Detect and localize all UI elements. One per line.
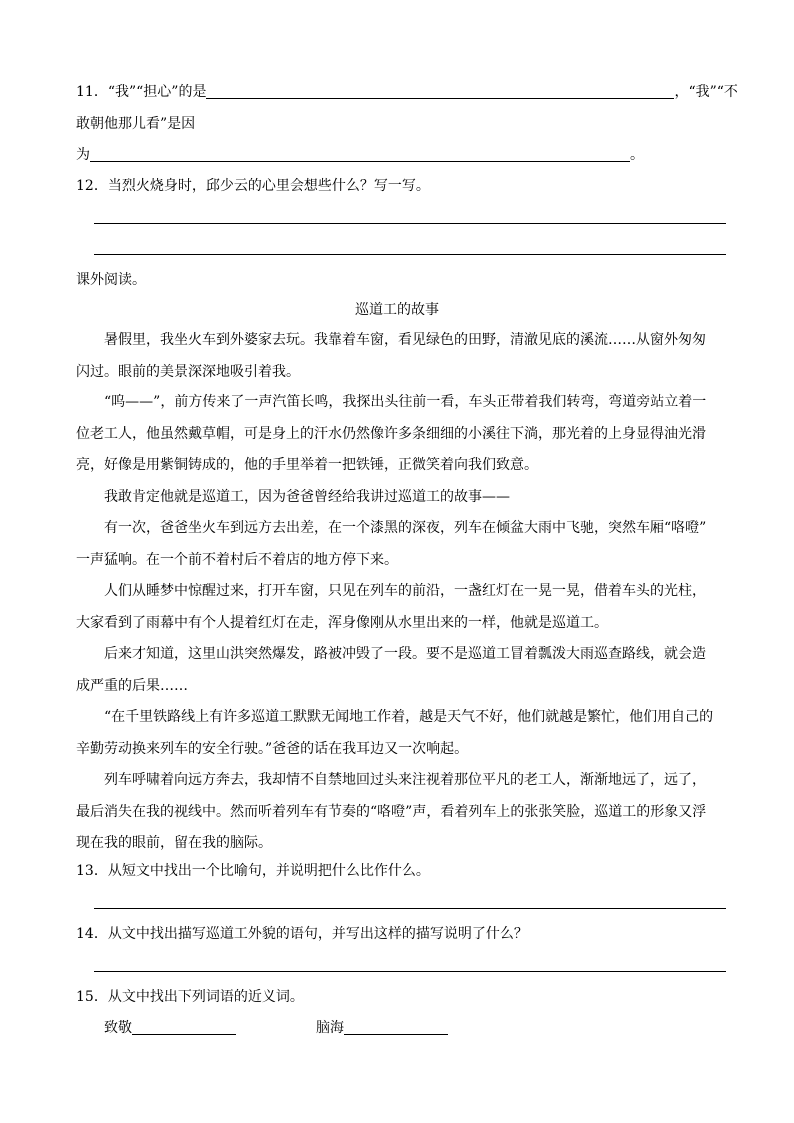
story-p8-line-3: 现在我的眼前，留在我的脑际。 <box>76 835 272 851</box>
story-p1-line-2: 闪过。眼前的美景深深地吸引着我。 <box>76 363 300 380</box>
question-13: 13．从短文中找出一个比喻句，并说明把什么比作什么。 <box>76 863 430 879</box>
story-paragraph-8 <box>76 765 742 860</box>
q12-answer-line-1[interactable] <box>94 223 726 224</box>
q11-line-3 <box>76 145 644 165</box>
story-paragraph-4 <box>76 513 742 576</box>
q15-word-1-blank[interactable] <box>132 1020 236 1035</box>
q11-mid: ，“我”“不 <box>674 84 738 100</box>
q11-line3-suffix: 。 <box>630 147 644 163</box>
story-paragraph-1 <box>76 325 742 388</box>
story-p4-line-2: 一声猛响。在一个前不着村后不着店的地方停下来。 <box>76 551 398 568</box>
q15-word-2-label: 脑海 <box>316 1020 344 1036</box>
story-paragraph-3 <box>76 482 742 514</box>
story-p1-line-1: 暑假里，我坐火车到外婆家去玩。我靠着车窗，看见绿色的田野，清澈见底的溪流……从窗外匆匆 <box>104 332 706 348</box>
story-p7-line-2: 辛勤劳动换来列车的安全行驶。”爸爸的话在我耳边又一次响起。 <box>76 740 469 757</box>
q12-answer-line-2[interactable] <box>94 254 726 255</box>
story-p5-line-1: 人们从睡梦中惊醒过来，打开车窗，只见在列车的前沿，一盏红灯在一晃一晃，借着车头的光柱， <box>104 583 706 599</box>
story-p2-line-2: 位老工人，他虽然戴草帽，可是身上的汗水仍然像许多条细细的小溪往下淌，那光着的上身显得油光滑 <box>76 425 706 442</box>
story-p2-line-1: “呜——”，前方传来了一声汽笛长鸣，我探出头往前一看，车头正带着我们转弯，弯道旁站立着一 <box>104 394 707 410</box>
story-paragraph-6 <box>76 639 742 702</box>
story-p8-line-2: 最后消失在我的视线中。然而听着列车有节奏的“咯噔”声，看着列车上的张张笑脸，巡道工的形象又浮 <box>76 803 707 820</box>
q11-answer-blank-1[interactable] <box>206 84 674 99</box>
q11-line3-prefix: 为 <box>76 147 90 163</box>
question-12: 12．当烈火烧身时，邱少云的心里会想些什么？写一写。 <box>76 178 430 194</box>
q13-answer-line[interactable] <box>94 908 726 909</box>
story-p5-line-2: 大家看到了雨幕中有个人提着红灯在走，浑身像刚从水里出来的一样，他就是巡道工。 <box>76 614 608 631</box>
story-p6-line-2: 成严重的后果…… <box>76 677 188 694</box>
story-p6-line-1: 后来才知道，这里山洪突然爆发，路被冲毁了一段。要不是巡道工冒着瓢泼大雨巡查路线，就会造 <box>104 646 706 662</box>
q11-line-2: 敢朝他那儿看”是因 <box>76 116 196 132</box>
question-11 <box>76 82 738 102</box>
story-p8-line-1: 列车呼啸着向远方奔去，我却情不自禁地回过头来注视着那位平凡的老工人，渐渐地远了，远了， <box>104 772 706 788</box>
question-15: 15．从文中找出下列词语的近义词。 <box>76 989 304 1005</box>
story-title: 巡道工的故事 <box>355 302 439 318</box>
story-p2-line-3: 亮，好像是用紫铜铸成的，他的手里举着一把铁锤，正微笑着向我们致意。 <box>76 457 538 473</box>
section-title: 课外阅读。 <box>76 272 146 288</box>
q15-word-2-blank[interactable] <box>344 1020 448 1035</box>
story-paragraph-2 <box>76 387 742 482</box>
story-paragraph-5 <box>76 576 742 639</box>
story-p4-line-1: 有一次，爸爸坐火车到远方去出差，在一个漆黑的深夜，列车在倾盆大雨中飞驰，突然车厢“咯噔” <box>104 520 707 536</box>
q15-word-1 <box>104 1018 236 1038</box>
q11-prefix: 11．“我”“担心”的是 <box>76 84 207 100</box>
question-14: 14．从文中找出描写巡道工外貌的语句，并写出这样的描写说明了什么？ <box>76 926 528 942</box>
q15-word-1-label: 致敬 <box>104 1020 132 1036</box>
story-p3-line-1: 我敢肯定他就是巡道工，因为爸爸曾经给我讲过巡道工的故事—— <box>104 489 510 505</box>
q11-answer-blank-2[interactable] <box>90 147 630 162</box>
q15-word-2 <box>316 1018 448 1038</box>
q14-answer-line[interactable] <box>94 971 726 972</box>
story-paragraph-7 <box>76 702 742 765</box>
story-p7-line-1: “在千里铁路线上有许多巡道工默默无闻地工作着，越是天气不好，他们就越是繁忙，他们用自己的 <box>104 709 714 725</box>
